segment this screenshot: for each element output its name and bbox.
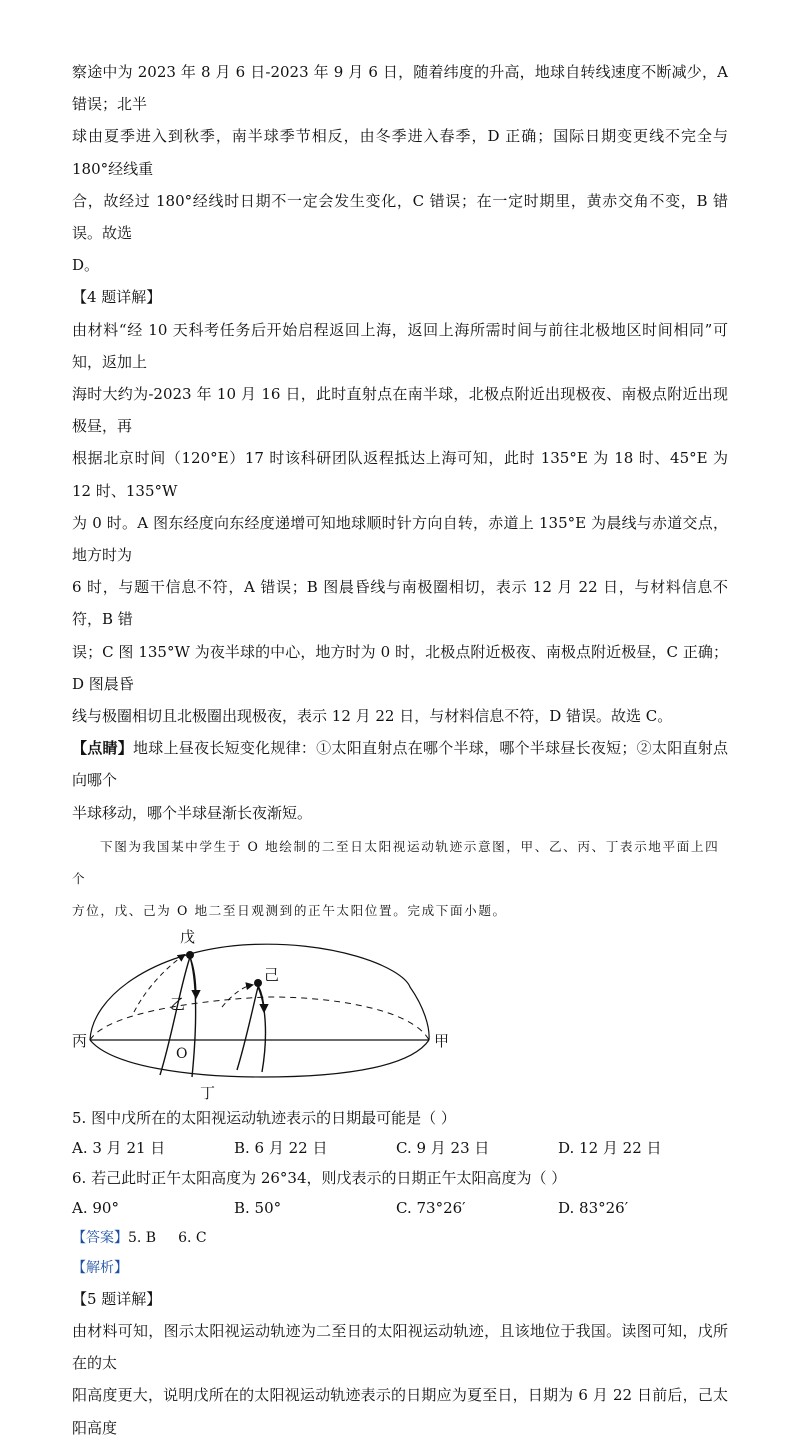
q6-option-a: A. 90° bbox=[72, 1198, 119, 1217]
winter-dashed bbox=[222, 985, 252, 1007]
paragraph-q3-conclusion bbox=[72, 56, 728, 281]
answer-5: 5. B bbox=[128, 1229, 157, 1246]
label-bing: 丙 bbox=[72, 1031, 88, 1050]
q5-heading: 【5 题详解】 bbox=[72, 1289, 162, 1308]
question-6 bbox=[72, 1163, 728, 1223]
q6-option-c: C. 73°26′ bbox=[396, 1198, 466, 1217]
label-jia: 甲 bbox=[434, 1031, 450, 1050]
analysis-label: 【解析】 bbox=[72, 1259, 128, 1276]
tip-block bbox=[72, 732, 728, 829]
horizon-front bbox=[90, 1040, 429, 1077]
winter-sun-path bbox=[237, 987, 265, 1072]
label-wu: 戊 bbox=[180, 927, 196, 946]
question-5 bbox=[72, 1103, 728, 1163]
text-line: 海时大约为-2023 年 10 月 16 日，此时直射点在南半球，北极点附近出现极夜、南极点附近出现极昼，再 bbox=[72, 385, 728, 436]
text-line: 半球移动，哪个半球昼渐长夜渐短。 bbox=[72, 803, 313, 822]
paragraph-q4-detail bbox=[72, 314, 728, 733]
text-line: 误；C 图 135°W 为夜半球的中心，地方时为 0 时，北极点附近极夜、南极点附近极昼，C 正确；D 图晨昏 bbox=[72, 642, 728, 693]
q4-heading: 【4 题详解】 bbox=[72, 288, 162, 307]
q5-option-c: C. 9 月 23 日 bbox=[396, 1138, 490, 1157]
sun-path-svg bbox=[72, 927, 728, 1107]
q6-option-d: D. 83°26′ bbox=[558, 1198, 629, 1217]
q5-stem: 5. 图中戊所在的太阳视运动轨迹表示的日期最可能是（ ） bbox=[72, 1108, 456, 1127]
sun-path-diagram bbox=[72, 927, 728, 1107]
document-page bbox=[72, 56, 728, 1444]
answer-label: 【答案】 bbox=[72, 1229, 128, 1246]
q6-stem: 6. 若己此时正午太阳高度为 26°34，则戊表示的日期正午太阳高度为（ ） bbox=[72, 1168, 567, 1187]
text-line: 方位，戊、己为 O 地二至日观测到的正午太阳位置。完成下面小题。 bbox=[72, 902, 507, 918]
answer-6: 6. C bbox=[178, 1229, 207, 1246]
q5-option-a: A. 3 月 21 日 bbox=[72, 1138, 166, 1157]
sun-ji-marker bbox=[254, 979, 262, 987]
sun-wu-marker bbox=[186, 951, 194, 959]
text-line: 阳高度更大，说明戊所在的太阳视运动轨迹表示的日期应为夏至日，日期为 6 月 22 日前后，己太阳高度 bbox=[72, 1386, 728, 1437]
q5-option-d: D. 12 月 22 日 bbox=[558, 1138, 662, 1157]
answer-line bbox=[72, 1223, 728, 1253]
tip-text: 地球上昼夜长短变化规律：①太阳直射点在哪个半球，哪个半球昼长夜短；②太阳直射点向哪个 bbox=[72, 739, 728, 790]
figure-intro bbox=[72, 831, 728, 927]
paragraph-q5-detail bbox=[72, 1315, 728, 1444]
q5-option-b: B. 6 月 22 日 bbox=[234, 1138, 328, 1157]
text-line: 察途中为 2023 年 8 月 6 日-2023 年 9 月 6 日，随着纬度的升高，地球自转线速度不断减少，A 错误；北半 bbox=[72, 63, 728, 114]
text-line: 根据北京时间（120°E）17 时该科研团队返程抵达上海可知，此时 135°E 为 18 时、45°E 为 12 时、135°W bbox=[72, 449, 728, 500]
text-line: 6 时，与题干信息不符，A 错误；B 图晨昏线与南极圈相切，表示 12 月 22 日，与材料信息不符，B 错 bbox=[72, 578, 728, 629]
label-ji: 己 bbox=[264, 965, 280, 984]
text-line bbox=[72, 732, 728, 796]
q5-options bbox=[72, 1133, 728, 1163]
text-line: 合，故经过 180°经线时日期不一定会发生变化，C 错误；在一定时期里，黄赤交角不变，B 错误。故选 bbox=[72, 191, 728, 243]
label-o: O bbox=[176, 1045, 188, 1062]
text-line: 线与极圈相切且北极圈出现极夜，表示 12 月 22 日，与材料信息不符，D 错误。故选 C。 bbox=[72, 707, 673, 726]
text-line: 为 0 时。A 图东经度向东经度递增可知地球顺时针方向自转，赤道上 135°E 为晨线与赤道交点，地方时为 bbox=[72, 513, 728, 565]
tip-label: 【点睛】 bbox=[72, 739, 134, 758]
text-line: D。 bbox=[72, 256, 100, 275]
text-line: 由材料“经 10 天科考任务后开始启程返回上海，返回上海所需时间与前往北极地区时间相同”可知，返加上 bbox=[72, 320, 728, 371]
label-yi: 乙 bbox=[170, 994, 186, 1013]
text-line: 球由夏季进入到秋季，南半球季节相反，由冬季进入春季，D 正确；国际日期变更线不完全与 180°经线重 bbox=[72, 127, 728, 178]
text-line: 下图为我国某中学生于 O 地绘制的二至日太阳视运动轨迹示意图，甲、乙、丙、丁表示地平面上四个 bbox=[72, 838, 720, 886]
q6-option-b: B. 50° bbox=[234, 1198, 282, 1217]
text-line: 由材料可知，图示太阳视运动轨迹为二至日的太阳视运动轨迹，且该地位于我国。读图可知，戊所在的太 bbox=[72, 1322, 728, 1373]
q6-options bbox=[72, 1193, 728, 1223]
horizon-back bbox=[90, 994, 429, 1040]
label-ding: 丁 bbox=[200, 1083, 216, 1102]
